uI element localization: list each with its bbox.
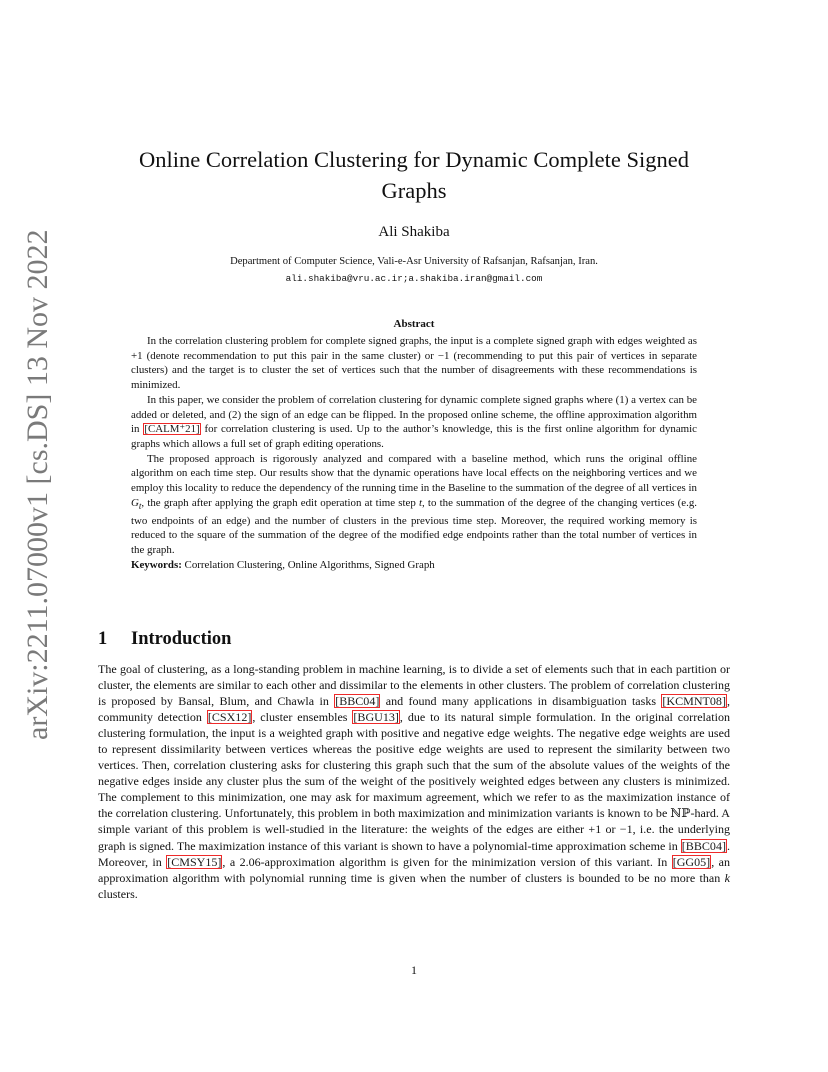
body-text: and found many applications in disambiguation tasks [380, 694, 662, 709]
abstract-body [131, 334, 697, 572]
section-title: Introduction [131, 629, 232, 649]
body-text: clusters. [98, 886, 138, 901]
abstract-text: The proposed approach is rigorously analyzed and compared with a baseline method, which runs the original offline algorithm on each time step. Our results show that the dynamic operations have local effects on the neighboring vertices and we employ this locality to reduce the dependency of the running time in the Baseline to the summation of the degree of all vertices in [131, 452, 697, 495]
keywords-line [131, 558, 697, 573]
math-symbol: t [418, 496, 423, 509]
citation-link[interactable]: [BBC04] [681, 838, 726, 853]
author-affiliation: Department of Computer Science, Vali-e-Asr University of Rafsanjan, Rafsanjan, Iran. [230, 256, 598, 267]
math-symbol: G [131, 496, 139, 509]
keywords-label: Keywords: [131, 558, 182, 571]
citation-link[interactable]: [CALM⁺21] [144, 423, 200, 436]
body-text: , community detection [98, 694, 730, 725]
citation-link[interactable]: [CSX12] [207, 710, 252, 725]
citation-link[interactable]: [KCMNT08] [662, 694, 726, 709]
citation-link[interactable]: [BBC04] [335, 694, 380, 709]
section-number: 1 [98, 629, 108, 649]
abstract-paragraph-2 [131, 393, 697, 452]
introduction-paragraph [98, 661, 730, 902]
citation-link[interactable]: [CMSY15] [167, 854, 222, 869]
abstract-paragraph-3 [131, 452, 697, 558]
body-text: . Moreover, in [98, 838, 730, 869]
math-subscript: t [138, 500, 142, 511]
abstract-text: In this paper, we consider the problem of correlation clustering for dynamic complete signed graphs where (1) a vertex can be added or deleted, and (2) the sign of an edge can be flipped. In the proposed online scheme, the offline approximation algorithm in [131, 393, 697, 436]
citation-link[interactable]: [GG05] [672, 854, 711, 869]
body-text: , a 2.06-approximation algorithm is given for the minimization version of this variant. In [222, 854, 672, 869]
section-heading [98, 627, 738, 651]
body-text: , an approximation algorithm with polynomial running time is given when the number of clusters is bounded to be no more than [98, 854, 730, 885]
abstract-heading: Abstract [393, 318, 435, 330]
keywords-list: Correlation Clustering, Online Algorithms, Signed Graph [181, 558, 435, 571]
abstract-text: for correlation clustering is used. Up to the author’s knowledge, this is the first online algorithm for dynamic graphs which allows a full set of graph editing operations. [131, 423, 698, 450]
page-number: 1 [411, 963, 417, 977]
abstract-paragraph-1: In the correlation clustering problem for complete signed graphs, the input is a complete signed graph with edges weighted as +1 (denote recommendation to put this pair in the same cluster) or −1 (recommending to put this pair of vertices in separate clusters) and the target is to cluster the set of vertices such that the number of disagreements with these recommendations is minimized. [131, 335, 697, 392]
author-emails: ali.shakiba@vru.ac.ir;a.shakiba.iran@gmail.com [285, 273, 543, 284]
math-symbol: k [724, 870, 730, 885]
body-text: , due to its natural simple formulation. In the original correlation clustering formulation, the input is a weighted graph with positive and negative edge weights. The negative edge weights are used to represent dissimilarity between vertices whereas the positive edge weights are used to represent the similarity between two vertices. Then, correlation clustering asks for clustering this graph such that the sum of the absolute values of the weights of the negative edges inside any cluster plus the sum of the weight of the positively weighted edges between any clusters is minimized. The complement to this minimization, one may ask for maximum agreement, which we refer to as the maximization instance of the correlation clustering. Unfortunately, this problem in both maximization and minimization variants is known to be ℕℙ-hard. A simple variant of this problem is well-studied in the literature: the weights of the edges are either +1 or −1, i.e. the underlying graph is signed. The maximization instance of this variant is shown to have a polynomial-time approximation scheme in [98, 710, 730, 853]
abstract-text: , the graph after applying the graph edit operation at time step [141, 496, 419, 509]
citation-link[interactable]: [BGU13] [353, 710, 399, 725]
body-text: , cluster ensembles [252, 710, 353, 725]
paper-title: Online Correlation Clustering for Dynamic Complete Signed Graphs [139, 147, 689, 203]
author-name: Ali Shakiba [378, 224, 450, 240]
body-text: The goal of clustering, as a long-standing problem in machine learning, is to divide a set of elements such that in each partition or cluster, the elements are similar to each other and dissimilar to the elements in other clusters. The problem of correlation clustering is proposed by Bansal, Blum, and Chawla in [98, 662, 730, 709]
abstract-text: , to the summation of the degree of the changing vertices (e.g. two endpoints of an edge) and the number of clusters in the previous time step. Moreover, the required working memory is reduced to the square of the summation of the degree of the modified edge endpoints rather than the total number of vertices in the graph. [131, 496, 697, 557]
arxiv-identifier-stamp: arXiv:2211.07000v1 [cs.DS] 13 Nov 2022 [21, 229, 54, 740]
